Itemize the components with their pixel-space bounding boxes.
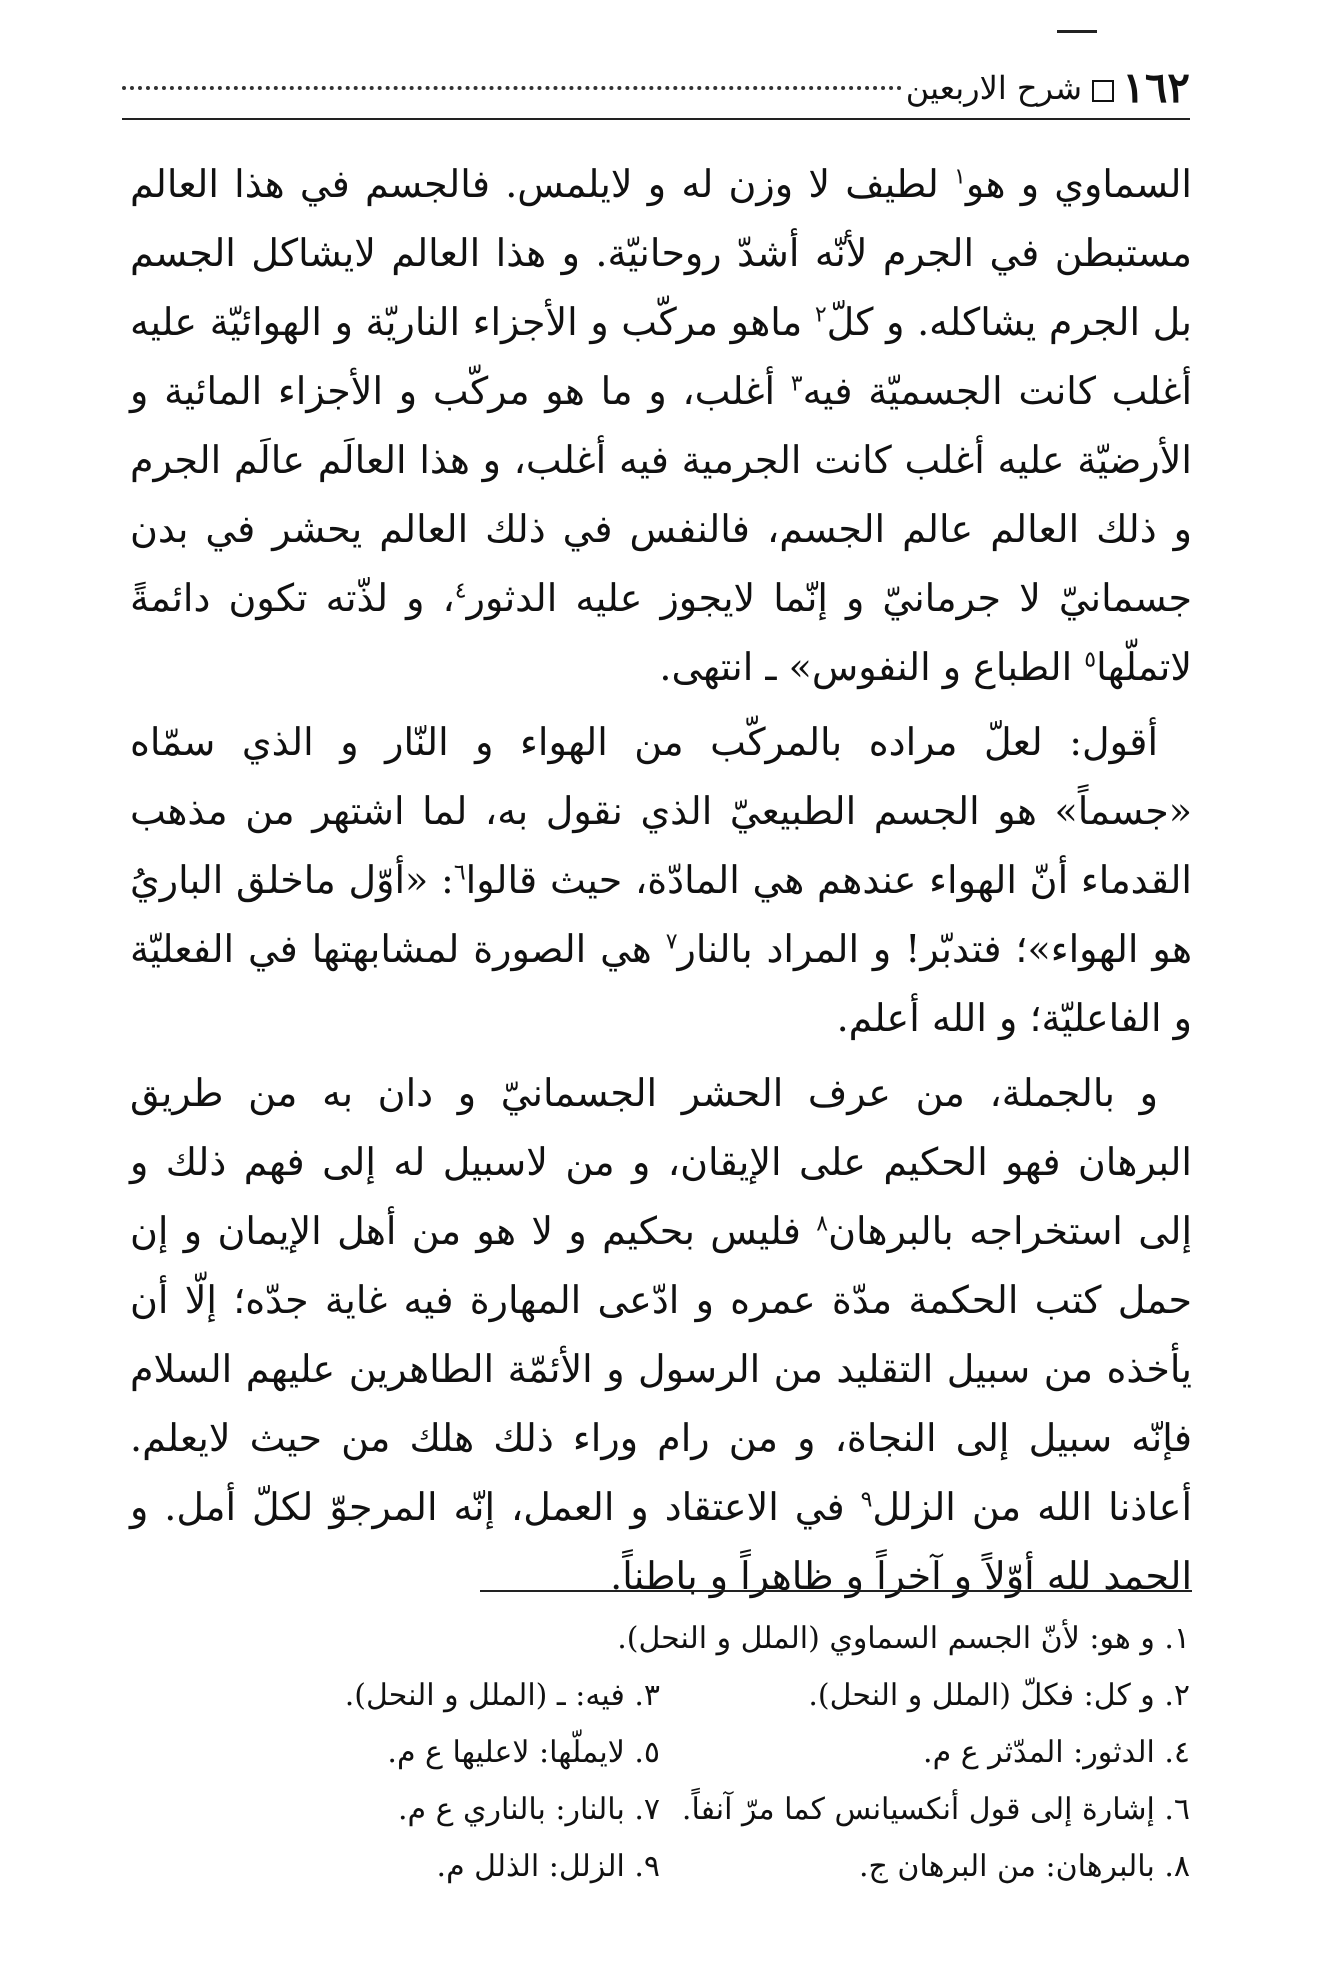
footnote: ٦. إشارة إلى قول أنكسيانس كما مرّ آنفاً. [681,1792,1190,1827]
footnote-marker: ٣ [790,371,803,397]
body-text: السماوي و هو [965,162,1192,206]
footnote-marker: ٨ [816,1211,829,1237]
body-text: أغلب، و ما هو مركّب و الأجزاء المائية و الأرضيّة عليه أغلب كانت الجرمية فيه أغلب، و هذا العالَم عالَم الجرم و ذلك العالم عالم الجسم، فالنفس في ذلك العالم يحشر في بدن جسمانيّ لا جرمانيّ و إنّما لايجوز عليه الدثور [130,369,1192,620]
square-ornament-icon [1092,80,1114,102]
footnote: ٥. لايملّها: لاعليها ع م. [387,1735,660,1770]
body-paragraph [130,708,1192,1053]
header-dot-leader [122,86,902,90]
body-text: ماهو مركّب و الأجزاء الناريّة و الهوائيّة عليه أغلب كانت الجسميّة فيه [130,300,1193,413]
page-header [122,58,1190,120]
body-text: لطيف لا وزن له و لايلمس. فالجسم في هذا العالم مستبطن في الجرم لأنّه أشدّ روحانيّة. و هذا العالم لايشاكل الجسم بل الجرم يشاكله. و كلّ [130,162,1192,344]
body-text: أقول: لعلّ مراده بالمركّب من الهواء و النّار و الذي سمّاه «جسماً» هو الجسم الطبيعيّ الذي نقول به، لما اشتهر من مذهب القدماء أنّ الهواء عندهم هي المادّة، حيث قالوا [130,720,1192,902]
footnote-marker: ١ [954,164,966,190]
footnote-row [122,1781,1190,1838]
body-text: هي الصورة لمشابهتها في الفعليّة و الفاعليّة؛ و الله أعلم. [130,927,1192,1040]
footnote-marker: ٢ [814,302,827,328]
page-number: ١٦٢ [1122,63,1190,112]
body-text: و بالجملة، من عرف الحشر الجسمانيّ و دان به من طريق البرهان فهو الحكيم على الإيقان، و من لاسبيل له إلى فهم ذلك و إلى استخراجه بالبرهان [130,1071,1193,1253]
footnote: ٤. الدثور: المدّثر ع م. [923,1735,1190,1770]
footnotes [122,1610,1190,1895]
top-dash [1057,30,1097,33]
main-text [130,150,1192,1611]
footnote: ٣. فيه: ـ (الملل و النحل). [344,1678,660,1713]
footnote: ٩. الزلل: الذلل م. [436,1849,660,1884]
footnote: ٧. بالنار: بالناري ع م. [397,1792,660,1827]
footnote-row [122,1667,1190,1724]
footnote-marker: ٥ [1084,647,1097,673]
footnote-marker: ٧ [665,929,678,955]
body-text: الطباع و النفوس» ـ انتهى. [659,645,1085,689]
body-text: : «أوّل ماخلق الباريُ هو الهواء»؛ فتدبّر! و المراد بالنار [130,858,1192,971]
body-paragraph [130,1059,1192,1611]
body-text: فليس بحكيم و لا هو من أهل الإيمان و إن حمل كتب الحكمة مدّة عمره و ادّعى المهارة فيه غاية جدّه؛ إلّا أن يأخذه من سبيل التقليد من الرسول و الأئمّة الطاهرين عليهم السلام فإنّه سبيل إلى النجاة، و من رام وراء ذلك هلك من حيث لايعلم. أعاذنا الله من الزلل [130,1209,1193,1529]
footnote-row [122,1610,1190,1667]
footnote: ١. و هو: لأنّ الجسم السماوي (الملل و النحل). [617,1621,1190,1656]
body-text: في الاعتقاد و العمل، إنّه المرجوّ لكلّ أمل. و الحمد لله أوّلاً و آخراً و ظاهراً و باطناً. [130,1485,1192,1598]
body-paragraph [130,150,1192,702]
footnote-row [122,1838,1190,1895]
running-title: شرح الاربعين [905,69,1082,107]
footnote: ٨. بالبرهان: من البرهان ج. [858,1849,1190,1884]
body-text: ، و لذّته تكون دائمةً لاتملّها [130,576,1192,689]
footnote-marker: ٩ [860,1487,873,1513]
footnote-marker: ٦ [453,860,466,886]
footnote-row [122,1724,1190,1781]
footnote: ٢. و كل: فكلّ (الملل و النحل). [808,1678,1190,1713]
footnote-marker: ٤ [454,578,467,604]
footnote-divider [480,1590,1192,1592]
